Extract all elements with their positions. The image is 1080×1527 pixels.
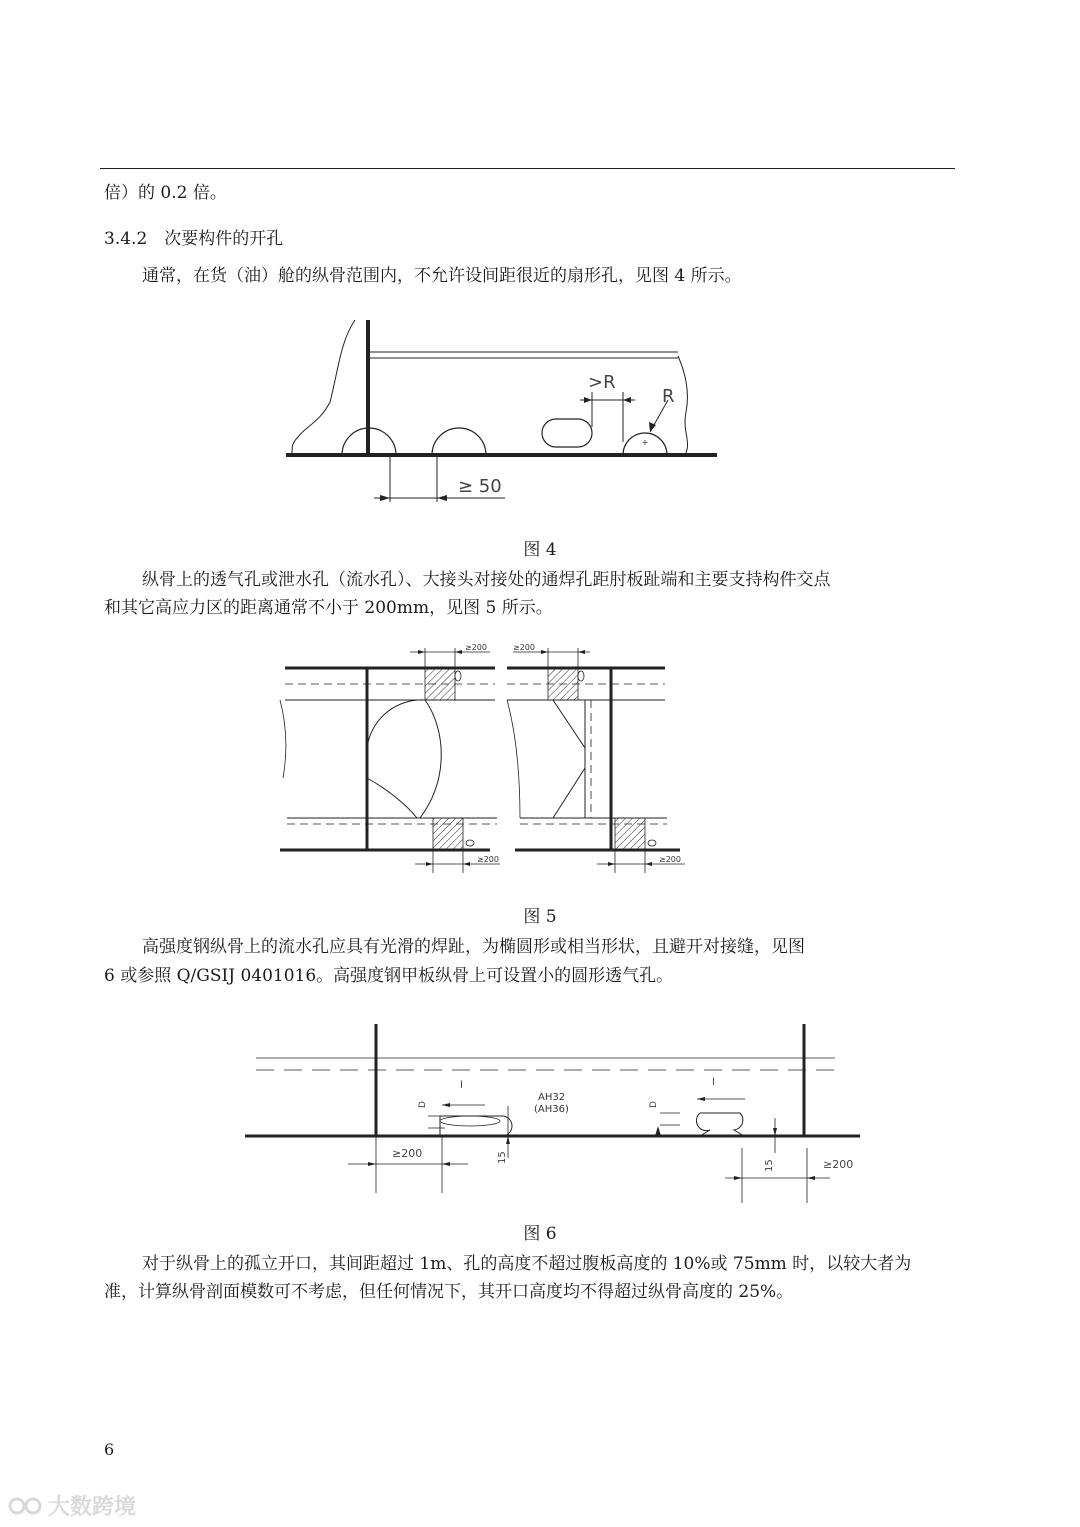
- figure-4-caption: 图 4: [523, 540, 557, 560]
- watermark-text: 大数跨境: [48, 1495, 137, 1520]
- fig6-label-ge200-left: ≥200: [392, 1147, 423, 1160]
- fig6-label-15-left: 15: [497, 1151, 508, 1164]
- fig4-label-r: R: [662, 386, 675, 407]
- fig6-label-l-right: l: [712, 1077, 715, 1088]
- page-number: 6: [104, 1440, 115, 1459]
- text-continuation: 倍）的 0.2 倍。: [104, 183, 227, 203]
- fig6-label-l-left: l: [460, 1080, 463, 1091]
- paragraph-1: 通常，在货（油）舱的纵骨范围内，不允许设间距很近的扇形孔，见图 4 所示。: [142, 266, 742, 286]
- section-heading: 3.4.2 次要构件的开孔: [104, 229, 284, 249]
- fig6-label-d-right: D: [649, 1101, 659, 1108]
- paragraph-4-line-2: 准，计算纵骨剖面模数可不考虑，但任何情况下，其开口高度均不得超过纵骨高度的 25%。: [104, 1282, 794, 1302]
- figure-4: [280, 312, 725, 512]
- fig5-dim-top-left: ≥200: [465, 643, 487, 652]
- fig6-label-ge200-right: ≥200: [823, 1158, 854, 1171]
- fig6-label-ah32: AH32: [538, 1092, 566, 1103]
- paragraph-3-line-2: 6 或参照 Q/GSIJ 0401016。高强度钢甲板纵骨上可设置小的圆形透气孔。: [104, 966, 674, 986]
- paragraph-4-line-1: 对于纵骨上的孤立开口，其间距超过 1m、孔的高度不超过腹板高度的 10%或 75mm 时，以较大者为: [142, 1254, 912, 1274]
- figure-6-caption: 图 6: [523, 1224, 557, 1244]
- header-rule: [100, 168, 955, 169]
- paragraph-2-line-1: 纵骨上的透气孔或泄水孔（流水孔）、大接头对接处的通焊孔距肘板趾端和主要支持构件交点: [142, 570, 831, 590]
- fig5-dim-bottom-right: ≥200: [659, 855, 681, 864]
- fig4-label-gt-r: >R: [588, 372, 616, 393]
- paragraph-3-line-1: 高强度钢纵骨上的流水孔应具有光滑的焊趾，为椭圆形或相当形状，且避开对接缝，见图: [142, 937, 805, 957]
- fig5-dim-top-right: ≥200: [513, 643, 535, 652]
- watermark: [8, 1490, 136, 1521]
- fig4-label-ge50: ≥ 50: [458, 476, 502, 497]
- fig6-label-ah36: (AH36): [534, 1104, 569, 1115]
- figure-6: [240, 1018, 865, 1203]
- fig6-label-15-right: 15: [764, 1159, 775, 1172]
- watermark-logo-icon: [8, 1493, 44, 1519]
- fig5-dim-bottom-left: ≥200: [477, 855, 499, 864]
- svg-text:+: +: [641, 438, 649, 447]
- paragraph-2-line-2: 和其它高应力区的距离通常不小于 200mm，见图 5 所示。: [104, 598, 553, 618]
- fig6-label-d-left: D: [418, 1101, 428, 1108]
- figure-5: [275, 638, 690, 888]
- figure-5-caption: 图 5: [523, 907, 557, 927]
